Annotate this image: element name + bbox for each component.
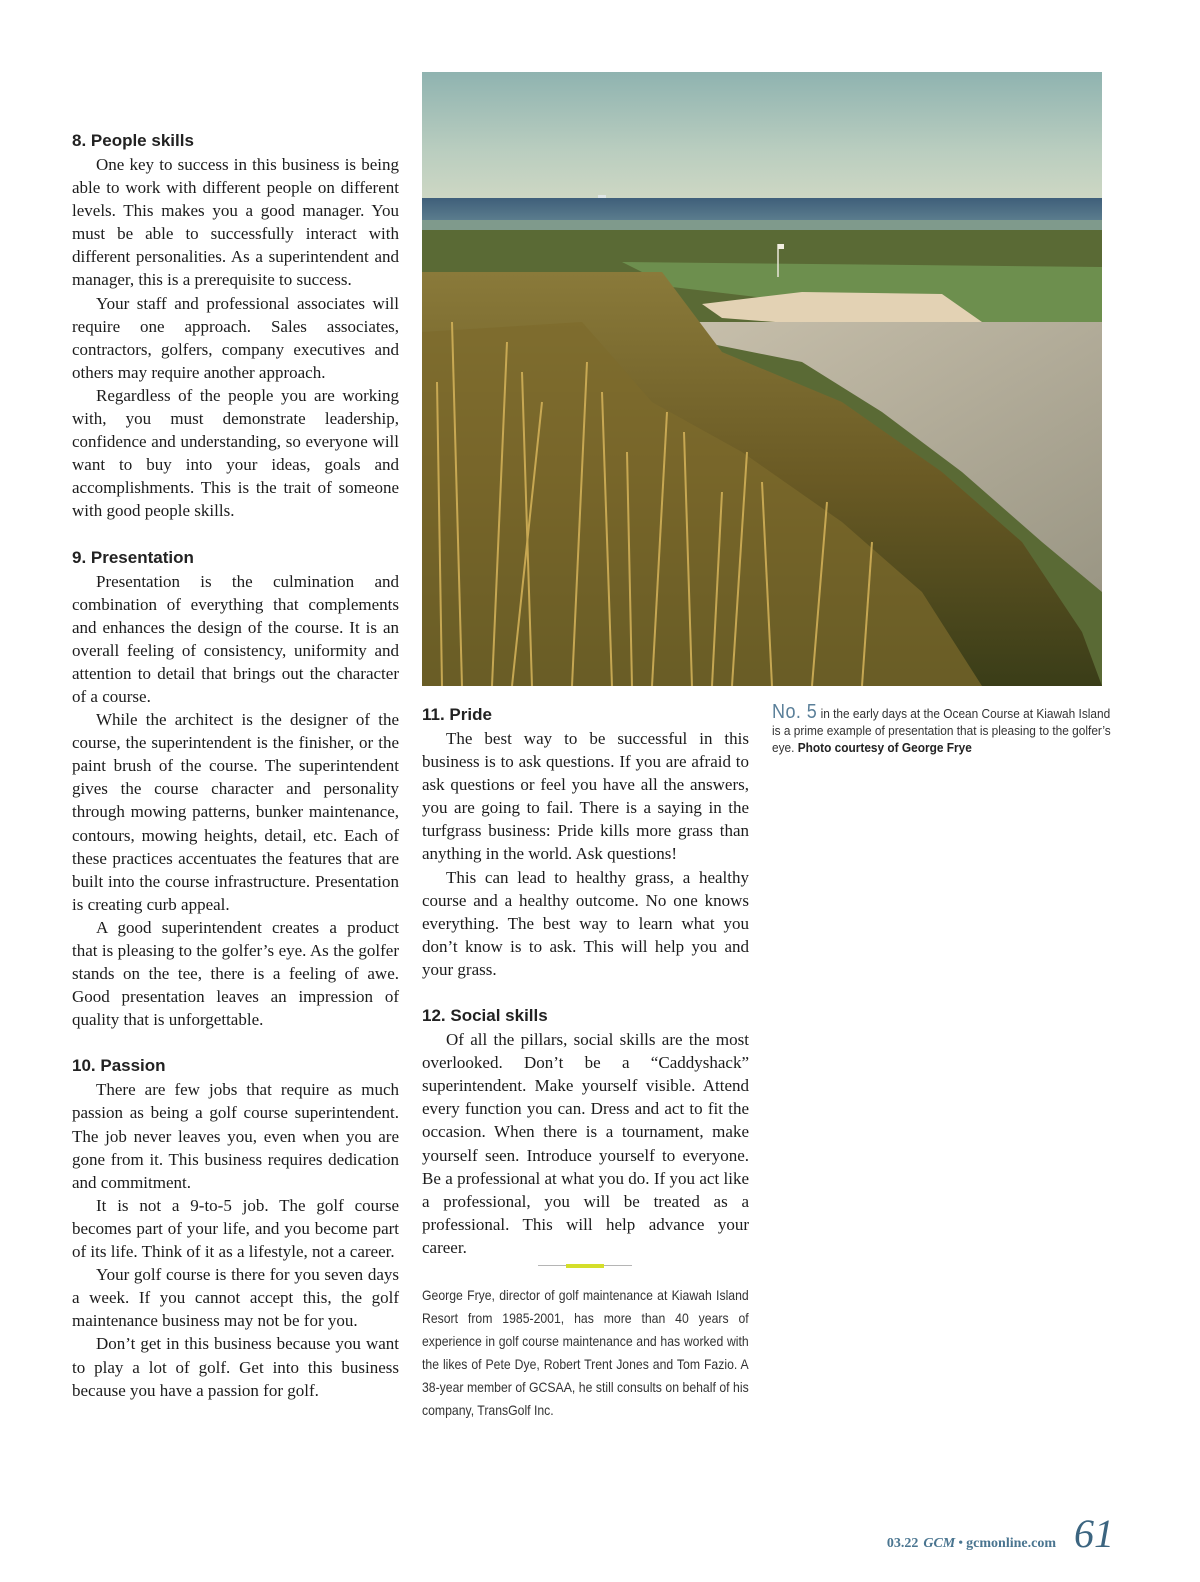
author-bio: George Frye, director of golf maintenance at Kiawah Island Resort from 1985-2001, has more than 40 years of experience in golf course maintenance and has worked with the likes of Pete Dye, Robert Trent Jones and Tom Fazio. A 38-year member of GCSAA, he still consults on behalf of his company, TransGolf Inc. — [422, 1288, 749, 1418]
section-heading: 12. Social skills — [422, 1006, 548, 1026]
paragraph: Your staff and professional associates will require one approach. Sales associates, contractors, golfers, company executives and others may require another approach. — [72, 293, 399, 382]
left-column — [72, 130, 399, 1426]
paragraph: The best way to be successful in this business is to ask questions. If you are afraid to ask questions or feel you have all the answers, you are going to fail. There is a saying in the turfgrass business: Pride kills more grass than anything in the world. Ask questions! — [422, 729, 749, 864]
paragraph: While the architect is the designer of the course, the superintendent is the finisher, or the paint brush of the course. The superintendent gives the course character and personality through mowing patterns, bunker maintenance, contours, mowing heights, detail, etc. Each of these practices accentuates the features that are built into the course infrastructure. Presentation is creating curb appeal. — [72, 710, 399, 914]
website-link[interactable]: gcmonline.com — [966, 1536, 1056, 1551]
paragraph: It is not a 9-to-5 job. The golf course becomes part of your life, and you become part of its life. Think of it as a lifestyle, not a career. — [72, 1195, 399, 1262]
paragraph: Of all the pillars, social skills are the most overlooked. Don’t be a “Caddyshack” superintendent. Make yourself visible. Attend every function you can. Dress and act to fit the occasion. When there is a tournament, make yourself seen. Introduce yourself to everyone. Be a professional at what you do. If you act like a professional, you will be treated as a professional. This will help advance your career. — [422, 1030, 749, 1257]
section-heading: 10. Passion — [72, 1056, 166, 1076]
section-presentation — [72, 547, 399, 1032]
caption-text: in the early days at the Ocean Course at Kiawah Island is a prime example of presentation that is pleasing to the golfer’s eye. — [772, 706, 1111, 755]
photo-credit: Photo courtesy of George Frye — [797, 740, 972, 755]
section-pride — [422, 704, 749, 981]
section-social-skills — [422, 1005, 749, 1259]
page-number: 61 — [1074, 1511, 1114, 1556]
middle-column — [422, 704, 749, 1283]
section-heading: 9. Presentation — [72, 547, 194, 567]
section-passion — [72, 1055, 399, 1401]
golf-course-photo — [422, 72, 1102, 686]
section-people-skills — [72, 130, 399, 523]
section-heading: 11. Pride — [422, 705, 492, 724]
paragraph: Your golf course is there for you seven days a week. If you cannot accept this, the golf maintenance business may not be for you. — [72, 1265, 399, 1331]
paragraph: One key to success in this business is being able to work with different people on different levels. This makes you a good manager. You must be able to successfully interact with different personalities. As a superintendent and manager, this is a prerequisite to success. — [72, 155, 399, 290]
paragraph: Don’t get in this business because you want to play a lot of golf. Get into this business because you have a passion for golf. — [72, 1334, 399, 1400]
paragraph: Presentation is the culmination and combination of everything that complements and enhances the design of the course. It is an overall feeling of consistency, uniformity and attention to detail that brings out the character of a course. — [72, 571, 399, 706]
paragraph: Regardless of the people you are working with, you must demonstrate leadership, confidence and understanding, so everyone will want to buy into your ideas, goals and accomplishments. This is the trait of someone with good people skills. — [72, 385, 399, 521]
page-footer — [887, 1510, 1114, 1557]
paragraph: A good superintendent creates a product that is pleasing to the golfer’s eye. As the golfer stands on the tee, there is a feeling of awe. Good presentation leaves an impression of quality that is unforgettable. — [72, 917, 399, 1030]
issue-date: 03.22 — [886, 1536, 919, 1551]
footer-separator: • — [958, 1536, 964, 1551]
section-heading: 8. People skills — [72, 131, 194, 150]
caption-lead: No. 5 — [772, 701, 818, 723]
paragraph: This can lead to healthy grass, a healthy course and a healthy outcome. No one knows everything. The best way to learn what you don’t know is to ask. This will help you and your grass. — [422, 867, 749, 979]
photo-caption — [772, 701, 1112, 756]
magazine-name: GCM — [923, 1536, 956, 1551]
photo-caption-column — [772, 701, 1112, 756]
divider-accent-bar — [566, 1264, 604, 1268]
section-divider — [538, 1264, 632, 1268]
paragraph: There are few jobs that require as much passion as being a golf course superintendent. The job never leaves you, even when you are gone from it. This business requires dedication and commitment. — [72, 1080, 399, 1192]
